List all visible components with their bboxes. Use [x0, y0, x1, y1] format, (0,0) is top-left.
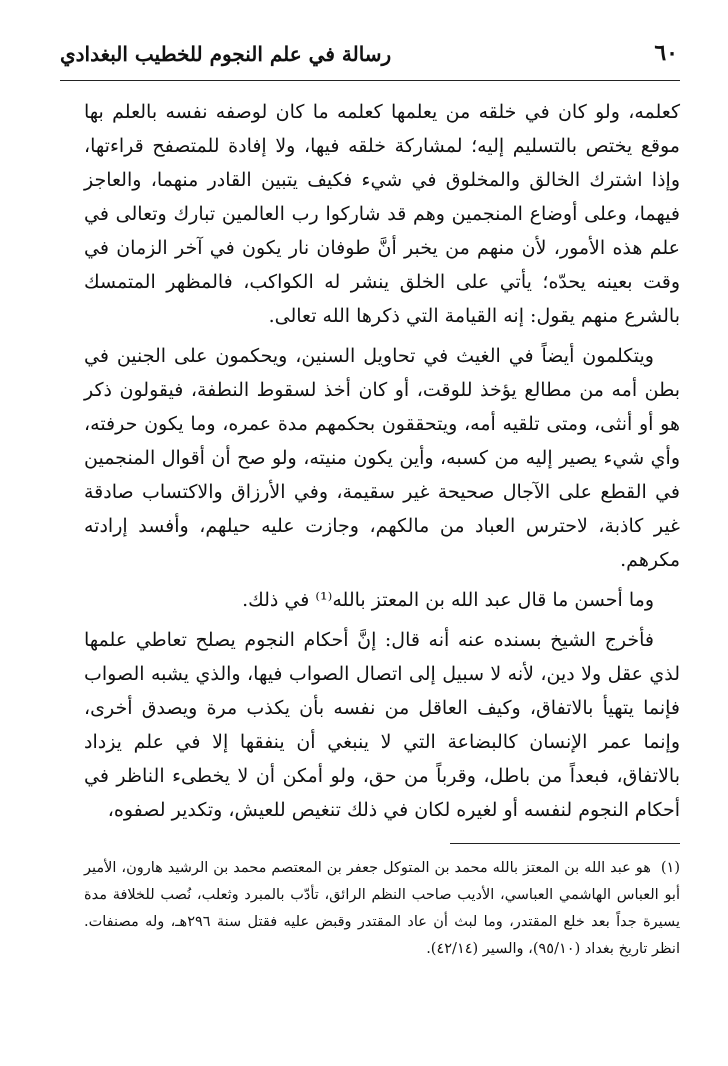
footnote-marker: (١) — [660, 860, 680, 876]
footnote-divider — [450, 843, 680, 844]
paragraph-4: فأخرج الشيخ بسنده عنه أنه قال: إنَّ أحكام النجوم يصلح تعاطي علمها لذي عقل ولا دين، لأنه لا سبيل إلى اتصال الصواب فيها، والذي يشبه الصواب فإنما يتهيأ بالاتفاق، وكيف العاقل من نفسه بأن يكذب مرة ويصدق أخرى، وإنما عمر الإنسان كالبضاعة التي لا ينبغي أن ينفقها إلا في علم يزداد بالاتفاق، فبعداً من باطل، وقرباً من حق، ولو أمكن أن لا يخطىء الناظر في أحكام النجوم لنفسه أو لغيره لكان في ذلك تنغيص للعيش، وتكدير لصفوه، — [84, 629, 680, 821]
footnote — [84, 855, 680, 963]
paragraph-2: ويتكلمون أيضاً في الغيث في تحاويل السنين، ويحكمون على الجنين في بطن أمه من مطالع يؤخذ للوقت، أو كان أخذ لسقوط النطفة، فيقولون ذكر هو أو أنثى، ومتى تلقيه أمه، ويتحققون بحكمهم مدة عمره، وما يكون حرفته، وأي شيء يصير إليه من كسبه، وأين يكون منيته، ولو صح أن أقوال المنجمين في القطع على الآجال صحيحة غير سقيمة، وفي الأرزاق والاكتساب صادقة غير كاذبة، لاحترس العباد من مالكهم، وجازت عليه حيلهم، وأفسد إرادته مكرهم. — [84, 345, 680, 571]
main-text — [84, 95, 680, 833]
paragraph-1: كعلمه، ولو كان في خلقه من يعلمها كعلمه ما كان لوصفه نفسه بالعلم بها موقع يختص بالتسليم إليه؛ لمشاركة خلقه فيها، ولا إفادة للمتصفح قراءتها، وإذا اشترك الخالق والمخلوق في شيء فكيف يتبين القادر منهما، والعاجز فيهما، وعلى أوضاع المنجمين وهم قد شاركوا رب العالمين تبارك وتعالى في علم هذه الأمور، لأن منهم من يخبر أنَّ طوفان نار يكون في آخر الزمان في وقت بعينه يحدّه؛ يأتي على الخلق ينشر له الكواكب، فالمظهر المتمسك بالشرع منهم يقول: إنه القيامة التي ذكرها الله تعالى. — [84, 101, 680, 327]
header-divider — [60, 80, 680, 81]
page-header — [60, 40, 678, 80]
paragraph-3: وما أحسن ما قال عبد الله بن المعتز بالله⁽¹⁾ في ذلك. — [242, 589, 654, 611]
footnote-text: هو عبد الله بن المعتز بالله محمد بن المتوكل جعفر بن المعتصم محمد بن الرشيد هارون، الأمير أبو العباس الهاشمي العباسي، الأديب صاحب النظم الرائق، تأدّب بالمبرد وثعلب، نُصب للخلافة مدة يسيرة جداً بعد خلع المقتدر، وما لبث أن عاد المقتدر وقبض عليه فقتل سنة ٢٩٦هـ، وله مصنفات. انظر تاريخ بغداد (٩٥/١٠)، والسير (٤٢/١٤). — [84, 860, 681, 957]
page-number: ٦٠ — [654, 40, 678, 66]
running-title: رسالة في علم النجوم للخطيب البغدادي — [60, 42, 392, 66]
